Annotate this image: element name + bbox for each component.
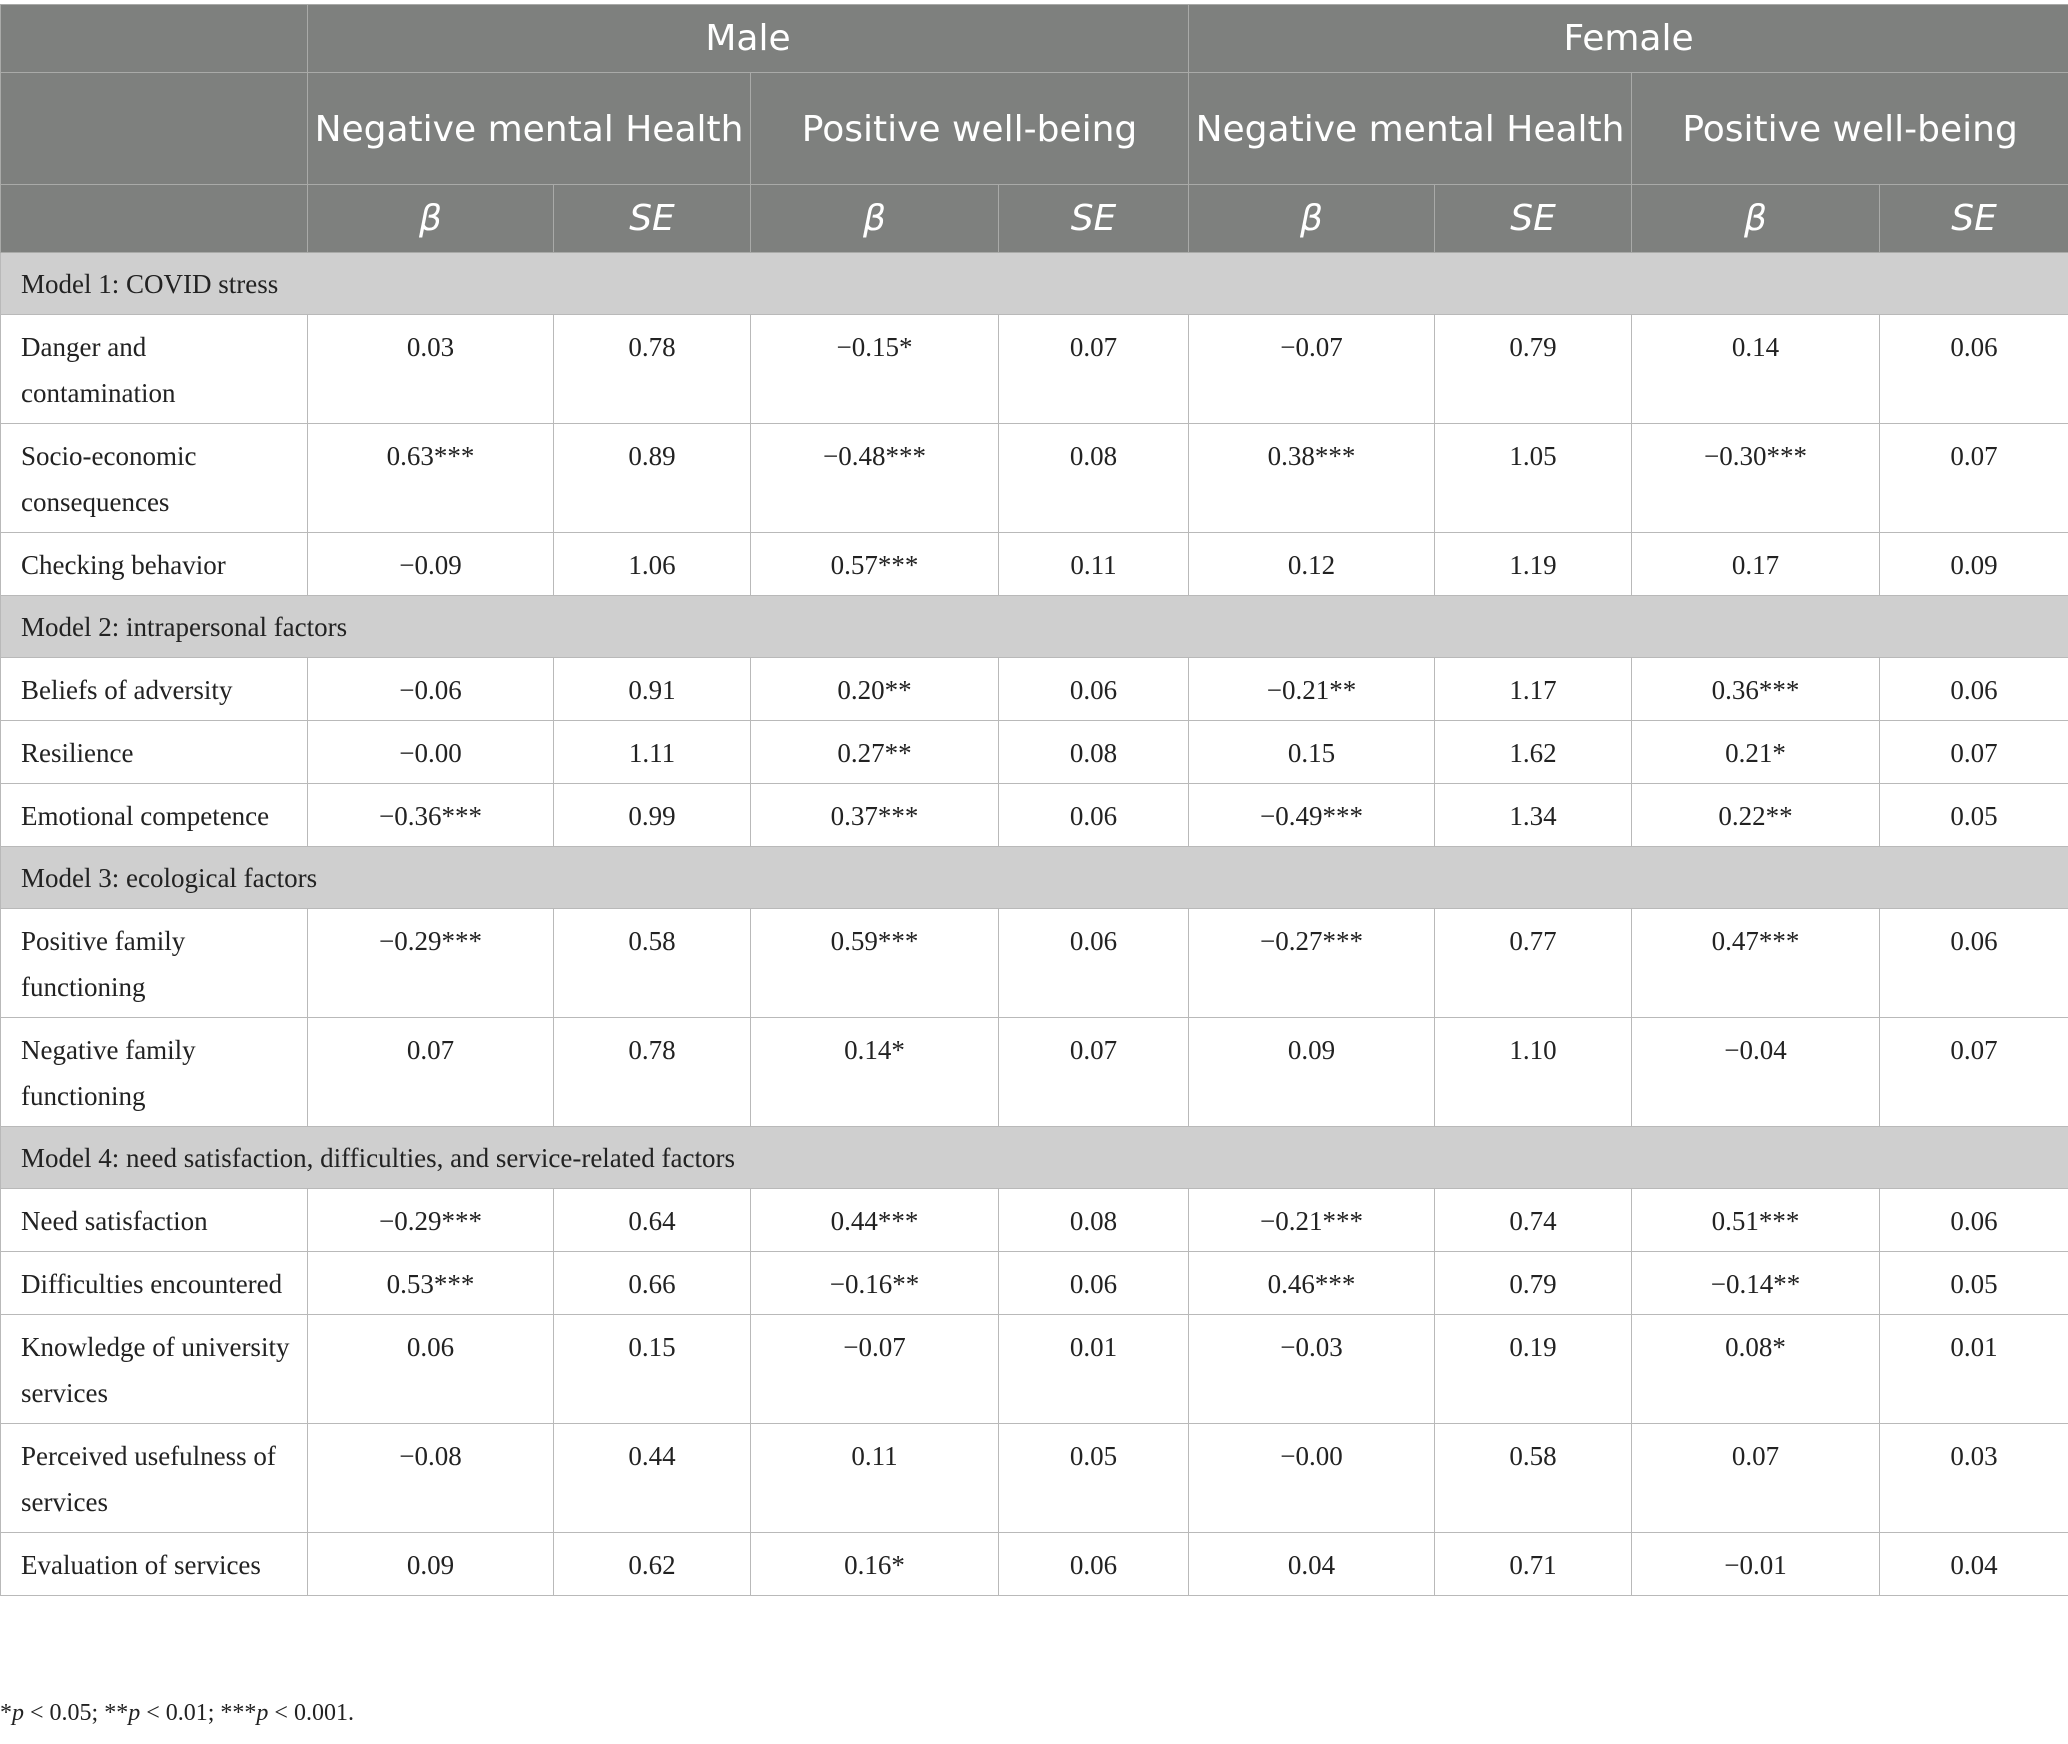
section-title: Model 4: need satisfaction, difficulties, and service-related factors: [1, 1127, 2068, 1189]
table-row: [1, 533, 2068, 596]
stat-header: SE: [1880, 185, 2068, 253]
table-row: [1, 1189, 2068, 1252]
beta-cell: 0.04: [1189, 1533, 1435, 1596]
se-cell: 0.78: [554, 315, 751, 424]
se-cell: 0.06: [1880, 315, 2068, 424]
row-label: Resilience: [1, 721, 308, 784]
se-cell: 0.06: [999, 1252, 1189, 1315]
footnote-text: < 0.01;: [140, 1700, 221, 1726]
se-cell: 0.06: [999, 658, 1189, 721]
se-cell: 0.08: [999, 721, 1189, 784]
row-label: Perceived usefulness of services: [1, 1424, 308, 1533]
beta-cell: −0.01: [1632, 1533, 1880, 1596]
se-cell: 0.04: [1880, 1533, 2068, 1596]
se-cell: 0.03: [1880, 1424, 2068, 1533]
stat-header: β: [751, 185, 999, 253]
se-cell: 0.19: [1435, 1315, 1632, 1424]
se-cell: 1.11: [554, 721, 751, 784]
se-cell: 0.66: [554, 1252, 751, 1315]
row-label: Socio-economic consequences: [1, 424, 308, 533]
beta-cell: −0.00: [308, 721, 554, 784]
se-cell: 0.71: [1435, 1533, 1632, 1596]
beta-cell: 0.09: [1189, 1018, 1435, 1127]
beta-cell: 0.63***: [308, 424, 554, 533]
se-cell: 0.78: [554, 1018, 751, 1127]
se-cell: 1.62: [1435, 721, 1632, 784]
beta-cell: −0.48***: [751, 424, 999, 533]
beta-cell: 0.53***: [308, 1252, 554, 1315]
se-cell: 0.06: [999, 1533, 1189, 1596]
table-row: [1, 909, 2068, 1018]
table-row: [1, 424, 2068, 533]
se-cell: 0.07: [999, 315, 1189, 424]
footnote-p: p: [12, 1700, 24, 1726]
header-corner: [1, 5, 308, 73]
se-cell: 0.99: [554, 784, 751, 847]
se-cell: 0.77: [1435, 909, 1632, 1018]
row-label: Positive family functioning: [1, 909, 308, 1018]
section-title: Model 1: COVID stress: [1, 253, 2068, 315]
row-label: Need satisfaction: [1, 1189, 308, 1252]
beta-cell: −0.00: [1189, 1424, 1435, 1533]
footnote-p: p: [128, 1700, 141, 1726]
beta-cell: −0.07: [1189, 315, 1435, 424]
beta-cell: 0.22**: [1632, 784, 1880, 847]
se-cell: 0.05: [999, 1424, 1189, 1533]
beta-cell: −0.30***: [1632, 424, 1880, 533]
se-cell: 0.74: [1435, 1189, 1632, 1252]
footnote-p: p: [256, 1700, 269, 1726]
se-cell: 0.07: [1880, 424, 2068, 533]
beta-cell: −0.49***: [1189, 784, 1435, 847]
beta-cell: 0.07: [308, 1018, 554, 1127]
row-label: Difficulties encountered: [1, 1252, 308, 1315]
beta-cell: 0.51***: [1632, 1189, 1880, 1252]
row-label: Evaluation of services: [1, 1533, 308, 1596]
row-label: Beliefs of adversity: [1, 658, 308, 721]
beta-cell: −0.03: [1189, 1315, 1435, 1424]
table-body: [1, 253, 2068, 1596]
beta-cell: 0.27**: [751, 721, 999, 784]
beta-cell: 0.17: [1632, 533, 1880, 596]
se-cell: 0.89: [554, 424, 751, 533]
section-row: [1, 596, 2068, 658]
beta-cell: 0.57***: [751, 533, 999, 596]
stat-header: SE: [554, 185, 751, 253]
se-cell: 0.58: [554, 909, 751, 1018]
beta-cell: −0.16**: [751, 1252, 999, 1315]
se-cell: 0.05: [1880, 1252, 2068, 1315]
se-cell: 0.06: [999, 909, 1189, 1018]
table-header: [1, 5, 2068, 253]
outcome-header: Positive well-being: [751, 73, 1189, 185]
beta-cell: 0.37***: [751, 784, 999, 847]
se-cell: 0.01: [1880, 1315, 2068, 1424]
se-cell: 1.10: [1435, 1018, 1632, 1127]
beta-cell: 0.14: [1632, 315, 1880, 424]
se-cell: 1.06: [554, 533, 751, 596]
footnote-text: < 0.001.: [268, 1700, 354, 1726]
footnote-text: < 0.05;: [24, 1700, 105, 1726]
beta-cell: 0.11: [751, 1424, 999, 1533]
beta-cell: 0.38***: [1189, 424, 1435, 533]
se-cell: 0.07: [999, 1018, 1189, 1127]
beta-cell: −0.07: [751, 1315, 999, 1424]
beta-cell: 0.16*: [751, 1533, 999, 1596]
beta-cell: 0.36***: [1632, 658, 1880, 721]
beta-cell: 0.21*: [1632, 721, 1880, 784]
table-row: [1, 315, 2068, 424]
se-cell: 0.09: [1880, 533, 2068, 596]
beta-cell: 0.20**: [751, 658, 999, 721]
group-header-female: Female: [1189, 5, 2068, 73]
stat-header: β: [1632, 185, 1880, 253]
beta-cell: −0.04: [1632, 1018, 1880, 1127]
se-cell: 0.06: [1880, 658, 2068, 721]
stat-header: β: [308, 185, 554, 253]
beta-cell: 0.15: [1189, 721, 1435, 784]
table-row: [1, 721, 2068, 784]
beta-cell: 0.59***: [751, 909, 999, 1018]
beta-cell: −0.36***: [308, 784, 554, 847]
footnote-symbol: **: [104, 1700, 129, 1726]
beta-cell: 0.14*: [751, 1018, 999, 1127]
se-cell: 0.06: [1880, 1189, 2068, 1252]
se-cell: 0.58: [1435, 1424, 1632, 1533]
se-cell: 0.11: [999, 533, 1189, 596]
se-cell: 0.06: [1880, 909, 2068, 1018]
table-row: [1, 784, 2068, 847]
beta-cell: 0.03: [308, 315, 554, 424]
beta-cell: 0.47***: [1632, 909, 1880, 1018]
header-corner: [1, 73, 308, 185]
row-label: Emotional competence: [1, 784, 308, 847]
section-row: [1, 253, 2068, 315]
beta-cell: −0.09: [308, 533, 554, 596]
table-row: [1, 1018, 2068, 1127]
row-label: Checking behavior: [1, 533, 308, 596]
footnote: [0, 1700, 354, 1727]
beta-cell: 0.12: [1189, 533, 1435, 596]
se-cell: 0.79: [1435, 1252, 1632, 1315]
section-row: [1, 1127, 2068, 1189]
beta-cell: −0.21**: [1189, 658, 1435, 721]
header-corner: [1, 185, 308, 253]
footnote-symbol: *: [0, 1700, 12, 1726]
beta-cell: 0.46***: [1189, 1252, 1435, 1315]
beta-cell: −0.14**: [1632, 1252, 1880, 1315]
se-cell: 0.07: [1880, 1018, 2068, 1127]
beta-cell: 0.06: [308, 1315, 554, 1424]
outcome-header: Negative mental Health: [1189, 73, 1632, 185]
beta-cell: 0.44***: [751, 1189, 999, 1252]
se-cell: 0.64: [554, 1189, 751, 1252]
beta-cell: −0.29***: [308, 1189, 554, 1252]
row-label: Negative family functioning: [1, 1018, 308, 1127]
table-row: [1, 1533, 2068, 1596]
se-cell: 0.91: [554, 658, 751, 721]
beta-cell: −0.15*: [751, 315, 999, 424]
se-cell: 0.06: [999, 784, 1189, 847]
beta-cell: −0.08: [308, 1424, 554, 1533]
outcome-header: Positive well-being: [1632, 73, 2068, 185]
se-cell: 1.19: [1435, 533, 1632, 596]
beta-cell: 0.09: [308, 1533, 554, 1596]
beta-cell: −0.21***: [1189, 1189, 1435, 1252]
beta-cell: −0.29***: [308, 909, 554, 1018]
row-label: Danger and contamination: [1, 315, 308, 424]
table-row: [1, 1424, 2068, 1533]
beta-cell: 0.07: [1632, 1424, 1880, 1533]
outcome-header: Negative mental Health: [308, 73, 751, 185]
group-header-male: Male: [308, 5, 1189, 73]
section-row: [1, 847, 2068, 909]
beta-cell: 0.08*: [1632, 1315, 1880, 1424]
se-cell: 1.17: [1435, 658, 1632, 721]
table-row: [1, 1315, 2068, 1424]
stat-header: SE: [999, 185, 1189, 253]
se-cell: 0.15: [554, 1315, 751, 1424]
beta-cell: −0.27***: [1189, 909, 1435, 1018]
results-table: [0, 4, 2068, 1596]
se-cell: 0.01: [999, 1315, 1189, 1424]
se-cell: 0.44: [554, 1424, 751, 1533]
beta-cell: −0.06: [308, 658, 554, 721]
table-row: [1, 1252, 2068, 1315]
row-label: Knowledge of university services: [1, 1315, 308, 1424]
section-title: Model 3: ecological factors: [1, 847, 2068, 909]
se-cell: 0.05: [1880, 784, 2068, 847]
se-cell: 0.62: [554, 1533, 751, 1596]
se-cell: 0.79: [1435, 315, 1632, 424]
se-cell: 1.05: [1435, 424, 1632, 533]
stat-header: SE: [1435, 185, 1632, 253]
footnote-symbol: ***: [220, 1700, 257, 1726]
section-title: Model 2: intrapersonal factors: [1, 596, 2068, 658]
table-row: [1, 658, 2068, 721]
stat-header: β: [1189, 185, 1435, 253]
se-cell: 0.08: [999, 424, 1189, 533]
se-cell: 0.07: [1880, 721, 2068, 784]
se-cell: 1.34: [1435, 784, 1632, 847]
se-cell: 0.08: [999, 1189, 1189, 1252]
